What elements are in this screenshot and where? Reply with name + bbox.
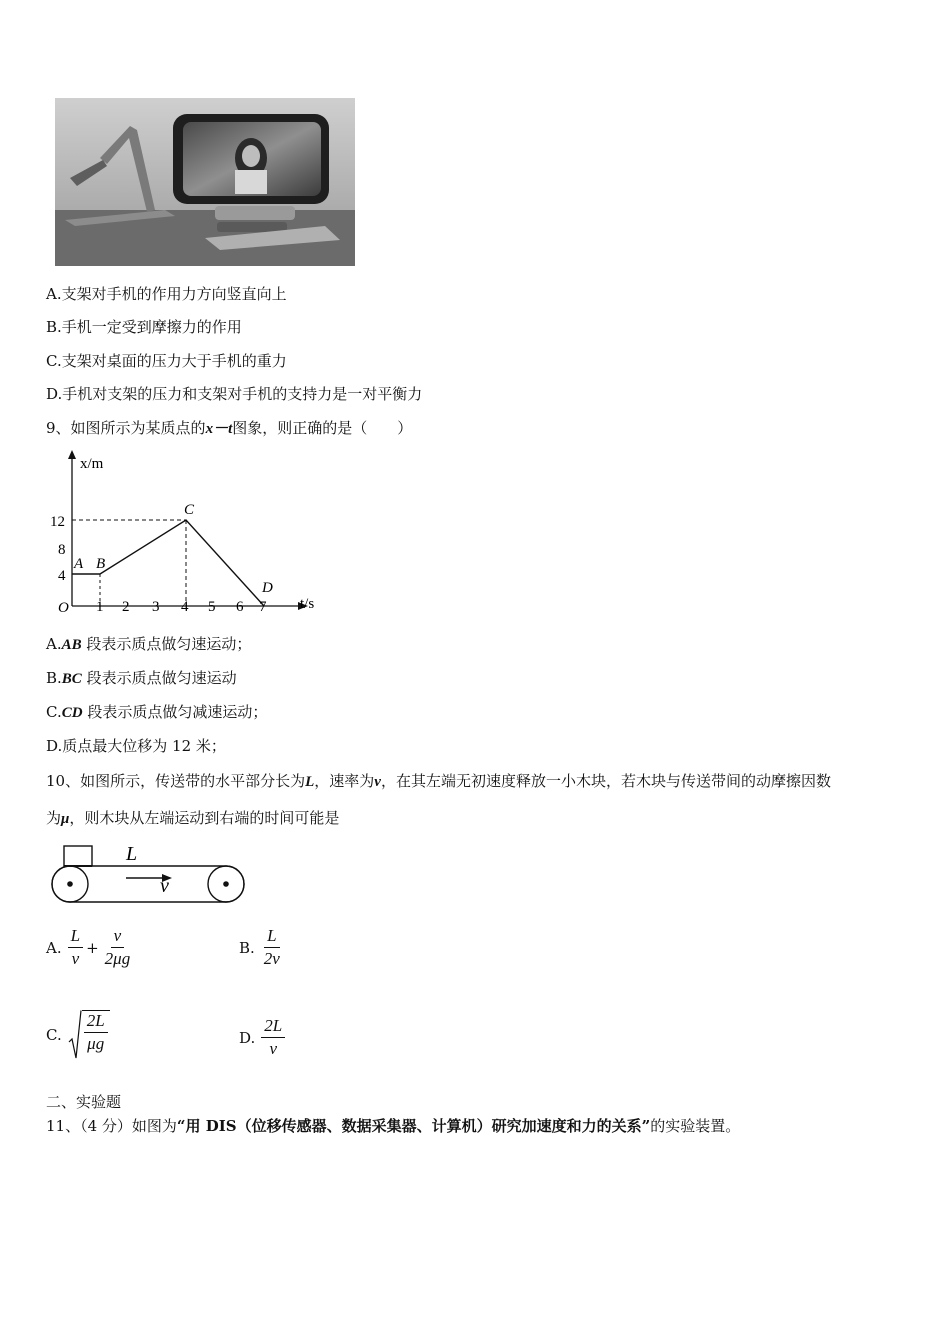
q10-option-d: D. $\frac{2L}{v}$ bbox=[239, 1016, 285, 1059]
point-a-label: A bbox=[74, 556, 84, 572]
point-c-label: C bbox=[184, 502, 195, 518]
fraction-l-over-2v: $\frac{L}{2v}$ bbox=[263, 926, 280, 968]
q8-option-d: D.手机对支架的压力和支架对手机的支持力是一对平衡力 bbox=[46, 385, 423, 403]
q10-option-c: C. $\frac{2L}{\mu g}$ bbox=[46, 1010, 110, 1060]
x-tick-2: 2 bbox=[122, 599, 130, 615]
y-axis-label: x/m bbox=[80, 456, 104, 472]
q9-option-b: B.BC 段表示质点做匀速运动 bbox=[46, 669, 237, 687]
point-b-label: B bbox=[96, 556, 106, 572]
y-tick-8: 8 bbox=[58, 542, 66, 558]
x-axis-label: t/s bbox=[300, 596, 315, 612]
q10-option-b: B. $\frac{L}{2v}$ bbox=[239, 926, 283, 969]
point-d-label: D bbox=[262, 580, 273, 596]
x-tick-6: 6 bbox=[236, 599, 244, 615]
q8-option-a: A.支架对手机的作用力方向竖直向上 bbox=[46, 285, 287, 303]
q9-option-a: A.AB 段表示质点做匀速运动； bbox=[46, 635, 252, 653]
section-heading: 二、实验题 bbox=[46, 1093, 122, 1111]
q10-option-a: A. $\frac{L}{v}$ + $\frac{v}{2\mu g}$ bbox=[46, 926, 133, 969]
y-tick-4: 4 bbox=[58, 568, 66, 584]
x-tick-5: 5 bbox=[208, 599, 216, 615]
y-axis-arrow bbox=[68, 450, 76, 459]
fraction-l-over-v: $\frac{L}{v}$ bbox=[68, 926, 83, 969]
x-tick-4: 4 bbox=[181, 599, 189, 615]
block-contact bbox=[64, 865, 92, 867]
length-label: L bbox=[126, 843, 138, 865]
right-roller-axle bbox=[223, 881, 229, 887]
fraction-2l-over-mug: $\frac{2L}{\mu g}$ bbox=[84, 1011, 108, 1054]
q9-stem: 9、如图所示为某质点的x－t图象，则正确的是（ ） bbox=[46, 419, 413, 437]
velocity-label: v bbox=[160, 875, 169, 897]
q8-option-b: B.手机一定受到摩擦力的作用 bbox=[46, 318, 242, 336]
origin-label: O bbox=[58, 600, 69, 616]
radical-sign-icon bbox=[68, 1010, 82, 1060]
conveyor-belt-diagram bbox=[46, 838, 252, 910]
fraction-2l-over-v: $\frac{2L}{v}$ bbox=[261, 1016, 285, 1059]
q11-stem: 11、（4 分）如图为“用 DIS（位移传感器、数据采集器、计算机）研究加速度和力的关系”的实验装置。 bbox=[46, 1117, 741, 1135]
fraction-v-over-2mug: $\frac{v}{2\mu g}$ bbox=[104, 926, 131, 968]
phone-stand-illustration bbox=[55, 98, 355, 266]
q10-stem-line1: 10、如图所示，传送带的水平部分长为L，速率为v，在其左端无初速度释放一小木块，若木块与传送带间的动摩擦因数 bbox=[46, 772, 831, 790]
q8-option-c: C.支架对桌面的压力大于手机的重力 bbox=[46, 352, 287, 370]
x-tick-7: 7 bbox=[259, 599, 267, 615]
x-tick-1: 1 bbox=[96, 599, 104, 615]
q9-option-c: C.CD 段表示质点做匀减速运动； bbox=[46, 703, 268, 721]
wood-block bbox=[64, 846, 92, 866]
q9-option-d: D.质点最大位移为 12 米； bbox=[46, 737, 226, 755]
square-root bbox=[68, 1010, 110, 1060]
y-tick-12: 12 bbox=[50, 514, 65, 530]
q9-xt-graph bbox=[46, 446, 336, 616]
phone-stand-photo bbox=[55, 98, 355, 266]
q10-stem-line2: 为μ，则木块从左端运动到右端的时间可能是 bbox=[46, 809, 340, 827]
left-roller-axle bbox=[67, 881, 73, 887]
x-tick-3: 3 bbox=[152, 599, 160, 615]
